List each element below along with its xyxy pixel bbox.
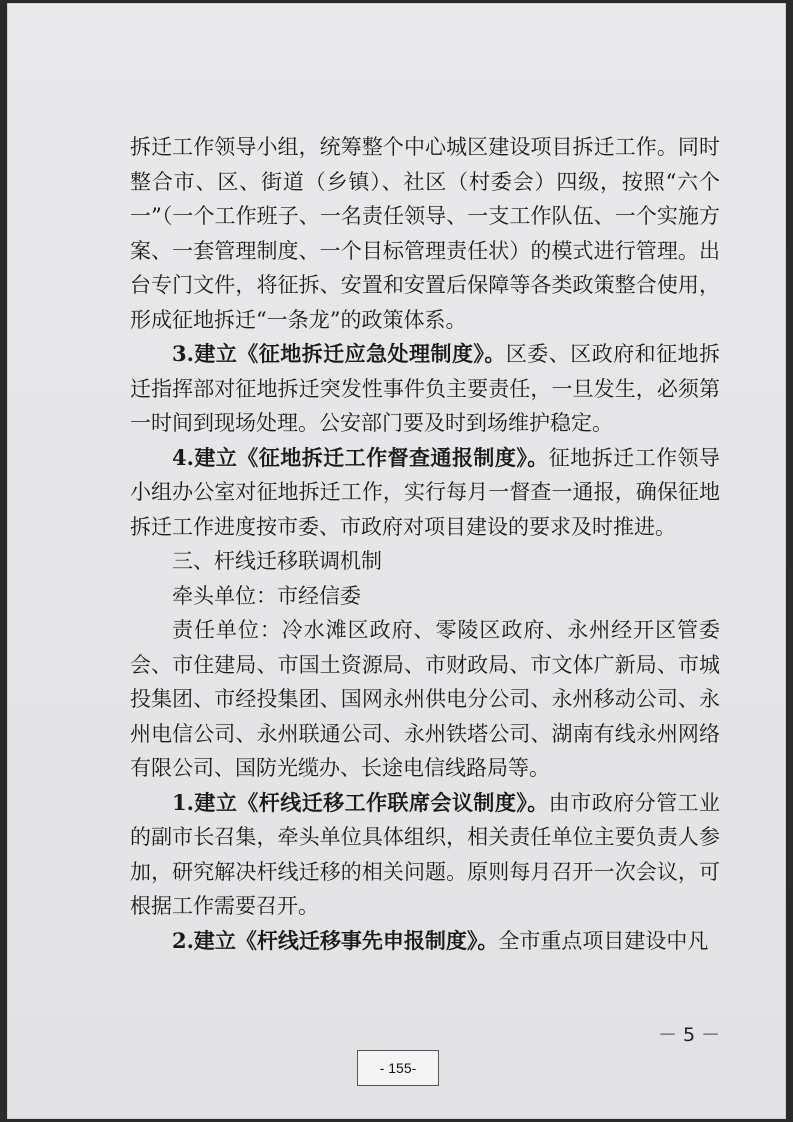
lead-unit (130, 579, 720, 614)
responsible-units (130, 613, 720, 786)
paragraph-1-text: 拆迁工作领导小组，统筹整个中心城区建设项目拆迁工作。同时整合市、区、街道（乡镇）、社区（村委会）四级，按照“六个一”（一个工作班子、一名责任领导、一支工作队伍、一个实施方案、一套管理制度、一个目标管理责任状）的模式进行管理。出台专门文件，将征拆、安置和安置后保障等各类政策整合使用，形成征地拆迁“一条龙”的政策体系。 (130, 135, 720, 332)
paragraph-8-heading: 2.建立《杆线迁移事先申报制度》。 (172, 927, 499, 953)
footer-page-label: - 155- (357, 1050, 439, 1086)
document-page (8, 4, 785, 1118)
document-body (130, 130, 720, 958)
paragraph-2 (130, 337, 720, 441)
paragraph-2-heading: 3.建立《征地拆迁应急处理制度》。 (172, 341, 506, 366)
section-heading-text: 三、杆线迁移联调机制 (172, 549, 382, 573)
page-number: － 5 － (658, 1024, 721, 1046)
paragraph-7-heading: 1.建立《杆线迁移工作联席会议制度》。 (172, 789, 549, 815)
paragraph-7-text: 由市政府分管工业的副市长召集，牵头单位具体组织，相关责任单位主要负责人参加，研究解决杆线迁移的相关问题。原则每月召开一次会议，可根据工作需要召开。 (130, 790, 721, 918)
lead-unit-text: 牵头单位：市经信委 (172, 583, 361, 608)
section-heading (130, 544, 720, 579)
paragraph-8-text: 全市重点项目建设中凡 (498, 928, 709, 953)
paragraph-3 (130, 441, 720, 545)
paragraph-3-heading: 4.建立《征地拆迁工作督查通报制度》。 (172, 444, 549, 470)
responsible-units-text: 责任单位：冷水滩区政府、零陵区政府、永州经开区管委会、市住建局、市国土资源局、市财政局、市文体广新局、市城投集团、市经投集团、国网永州供电分公司、永州移动公司、永州电信公司、永州联通公司、永州铁塔公司、湖南有线永州网络有限公司、国防光缆办、长途电信线路局等。 (130, 618, 720, 780)
paragraph-2-text: 区委、区政府和征地拆迁指挥部对征地拆迁突发性事件负主要责任，一旦发生，必须第一时间到现场处理。公安部门要及时到场维护稳定。 (130, 342, 721, 435)
paragraph-7 (130, 786, 720, 924)
paragraph-3-text: 征地拆迁工作领导小组办公室对征地拆迁工作，实行每月一督查一通报，确保征地拆迁工作进度按市委、市政府对项目建设的要求及时推进。 (130, 445, 721, 539)
paragraph-8 (130, 924, 720, 959)
paragraph-1 (130, 130, 720, 337)
